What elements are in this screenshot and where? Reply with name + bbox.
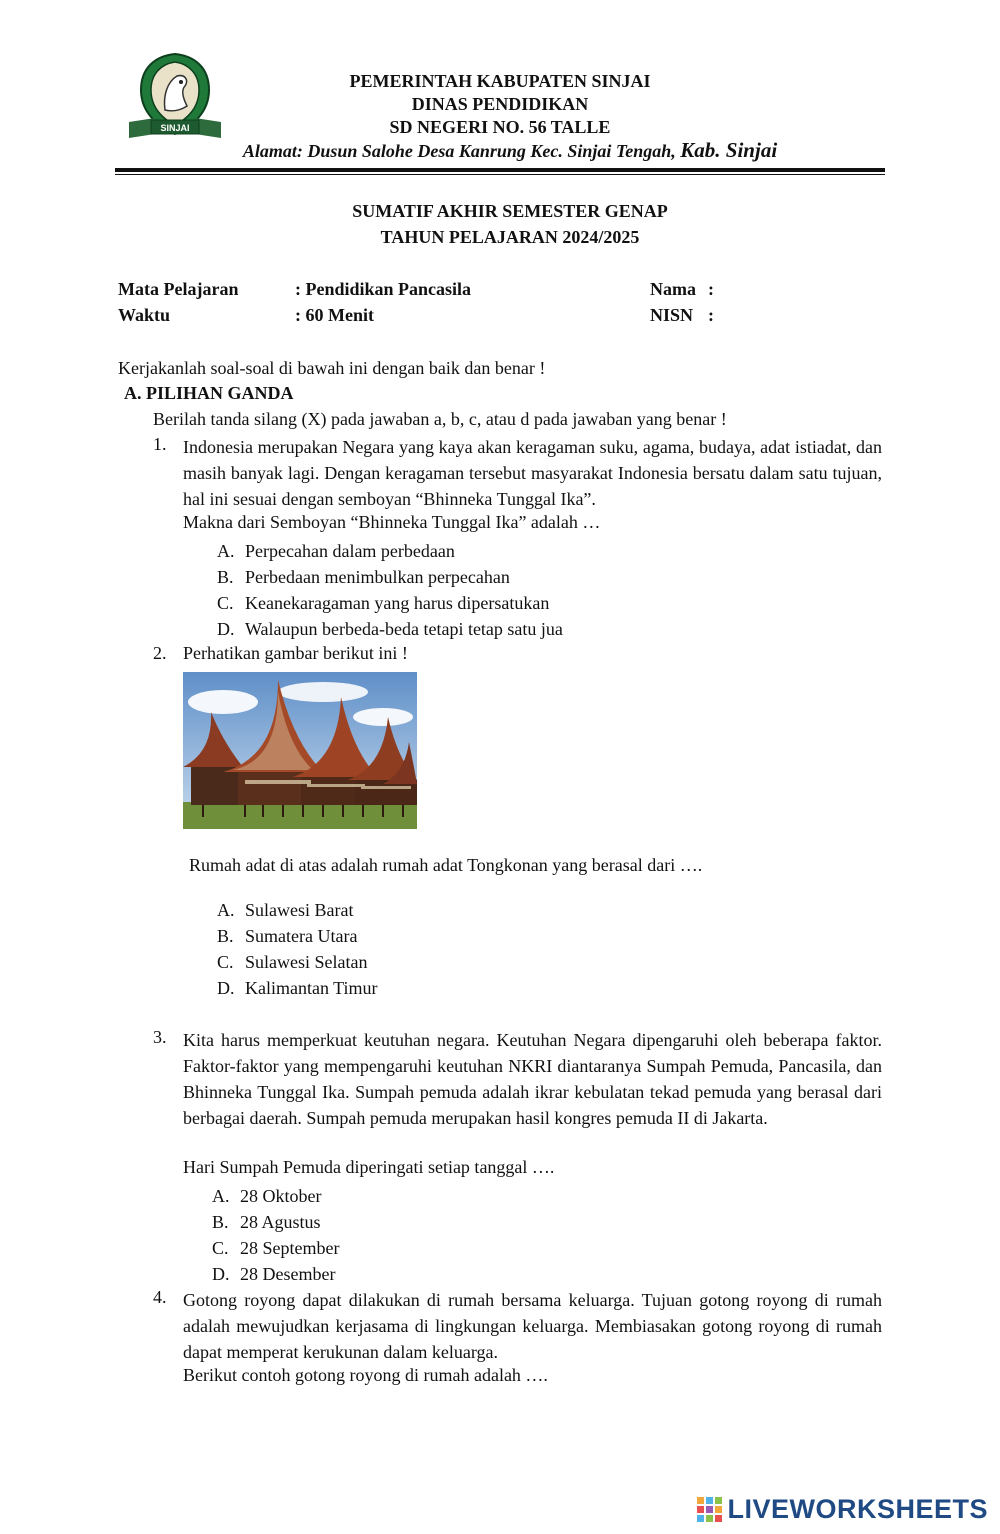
question-3-options bbox=[212, 1183, 339, 1287]
answer-option[interactable]: B. Sumatera Utara bbox=[217, 926, 358, 946]
section-a-heading: A. PILIHAN GANDA bbox=[124, 383, 294, 403]
time-value: : 60 Menit bbox=[295, 305, 374, 325]
letterhead-rule-thick bbox=[115, 168, 885, 172]
question-2-text: Perhatikan gambar berikut ini ! bbox=[183, 643, 408, 663]
name-label: Nama bbox=[650, 279, 696, 299]
question-3-text: Kita harus memperkuat keutuhan negara. Keutuhan Negara dipengaruhi oleh beberapa faktor. Faktor-faktor yang mempengaruhi keutuhan NKRI diantaranya Sumpah Pemuda, Pancasila, dan Bhinneka Tunggal Ika. Sumpah pemuda adalah ikrar kebulatan tekad pemuda yang berasal dari berbagai daerah. Sumpah pemuda merupakan hasil kongres pemuda II di Jakarta. bbox=[183, 1030, 882, 1128]
answer-option[interactable]: A. 28 Oktober bbox=[212, 1186, 322, 1206]
question-1-options bbox=[217, 538, 563, 642]
answer-option[interactable]: D. Walaupun berbeda-beda tetapi tetap satu jua bbox=[217, 619, 563, 639]
school-title: SD NEGERI NO. 56 TALLE bbox=[389, 117, 611, 137]
question-number: 1. bbox=[153, 434, 167, 454]
nisn-colon: : bbox=[708, 305, 714, 325]
answer-option[interactable]: C. 28 September bbox=[212, 1238, 340, 1258]
answer-option[interactable]: B. Perbedaan menimbulkan perpecahan bbox=[217, 567, 510, 587]
general-instructions: Kerjakanlah soal-soal di bawah ini dengan baik dan benar ! bbox=[118, 358, 546, 378]
question-4-prompt: Berikut contoh gotong royong di rumah adalah …. bbox=[183, 1365, 548, 1385]
answer-option[interactable]: D. Kalimantan Timur bbox=[217, 978, 378, 998]
answer-option[interactable]: C. Sulawesi Selatan bbox=[217, 952, 368, 972]
answer-option[interactable]: A. Perpecahan dalam perbedaan bbox=[217, 541, 455, 561]
subject-value: : Pendidikan Pancasila bbox=[295, 279, 472, 299]
logo-ribbon-text: SINJAI bbox=[160, 123, 190, 133]
liveworksheets-brand bbox=[697, 1494, 988, 1525]
question-2-prompt: Rumah adat di atas adalah rumah adat Tongkonan yang berasal dari …. bbox=[189, 855, 703, 875]
liveworksheets-logo-icon bbox=[697, 1497, 723, 1523]
question-number: 3. bbox=[153, 1027, 167, 1047]
brand-text: LIVEWORKSHEETS bbox=[727, 1494, 988, 1524]
answer-option[interactable]: D. 28 Desember bbox=[212, 1264, 336, 1284]
agency-title: DINAS PENDIDIKAN bbox=[411, 94, 589, 114]
answer-option[interactable]: B. 28 Agustus bbox=[212, 1212, 321, 1232]
nisn-label: NISN bbox=[650, 305, 694, 325]
question-1-prompt: Makna dari Semboyan “Bhinneka Tunggal Ika” adalah … bbox=[183, 512, 601, 532]
academic-year: TAHUN PELAJARAN 2024/2025 bbox=[380, 227, 640, 247]
section-a-instruction: Berilah tanda silang (X) pada jawaban a, b, c, atau d pada jawaban yang benar ! bbox=[153, 409, 727, 429]
question-4-text: Gotong royong dapat dilakukan di rumah bersama keluarga. Tujuan gotong royong di rumah adalah mewujudkan kerjasama di lingkungan keluarga. Membiasakan gotong royong di rumah dapat memperat kerukunan dalam keluarga. bbox=[183, 1290, 882, 1362]
address-text: Alamat: Dusun Salohe Desa Kanrung Kec. Sinjai Tengah, bbox=[242, 141, 676, 161]
government-title: PEMERINTAH KABUPATEN SINJAI bbox=[349, 71, 651, 91]
tongkonan-house-image bbox=[183, 672, 417, 829]
name-colon: : bbox=[708, 279, 714, 299]
exam-title: SUMATIF AKHIR SEMESTER GENAP bbox=[352, 201, 668, 221]
question-number: 2. bbox=[153, 643, 167, 663]
letterhead-rule-thin bbox=[115, 174, 885, 175]
question-1-text: Indonesia merupakan Negara yang kaya akan keragaman suku, agama, budaya, adat istiadat, dan masih banyak lagi. Dengan keragaman tersebut masyarakat Indonesia bersatu dalam satu tujuan, hal ini sesuai dengan semboyan “Bhinneka Tunggal Ika”. bbox=[183, 437, 882, 509]
school-address bbox=[180, 138, 840, 163]
subject-label: Mata Pelajaran bbox=[118, 279, 239, 299]
answer-option[interactable]: A. Sulawesi Barat bbox=[217, 900, 354, 920]
time-label: Waktu bbox=[118, 305, 171, 325]
address-regency: Kab. Sinjai bbox=[680, 138, 778, 162]
question-number: 4. bbox=[153, 1287, 167, 1307]
question-2-options bbox=[217, 897, 378, 1001]
question-3-prompt: Hari Sumpah Pemuda diperingati setiap tanggal …. bbox=[183, 1157, 555, 1177]
answer-option[interactable]: C. Keanekaragaman yang harus dipersatukan bbox=[217, 593, 550, 613]
